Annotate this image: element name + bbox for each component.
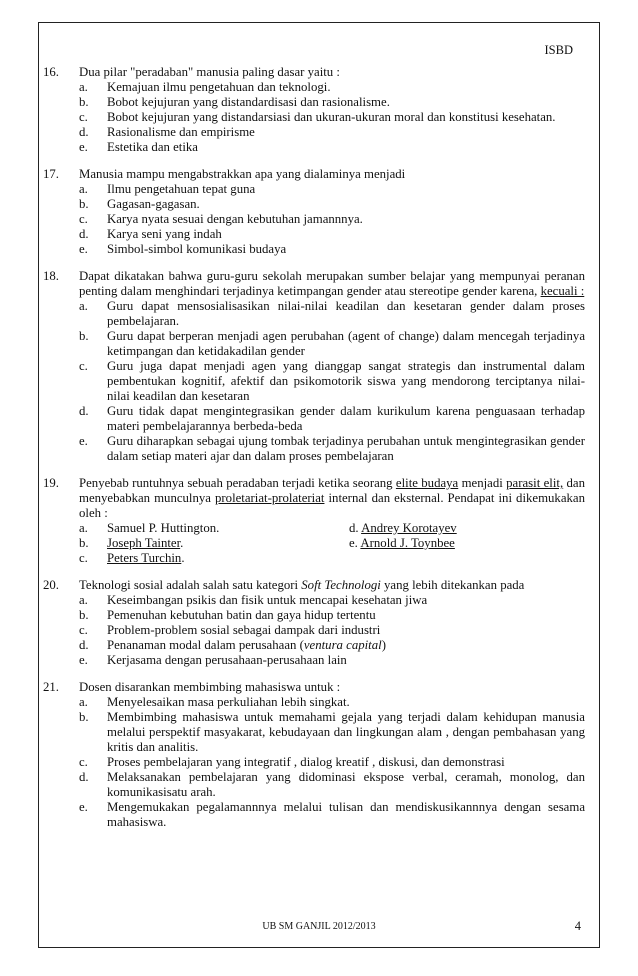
header-subject: ISBD [544, 43, 573, 57]
question-text-part: internal dan eksternal. Pendapat ini dikemukakan oleh : [79, 491, 585, 520]
option-d [79, 404, 585, 434]
question-21 [43, 680, 585, 830]
option-text: Bobot kejujuran yang distandardisasi dan rasionalisme. [107, 95, 390, 109]
options-list [79, 182, 585, 257]
option-suffix: . [181, 551, 185, 565]
option-letter: a. [79, 695, 88, 709]
option-c [79, 551, 585, 566]
option-letter: e. [79, 653, 88, 667]
option-text: Pemenuhan kebutuhan batin dan gaya hidup tertentu [107, 608, 376, 622]
question-text-part: dan menyebabkan munculnya [79, 476, 585, 505]
option-text: Guru tidak dapat mengintegrasikan gender dalam kurikulum karena penguasaan terhadap materi pembelajarannya berbeda-beda [107, 404, 585, 433]
option-suffix: . [180, 536, 184, 550]
question-number: 18. [43, 269, 59, 283]
option-text: Rasionalisme dan empirisme [107, 125, 255, 139]
question-number: 17. [43, 167, 59, 181]
option-b [79, 329, 585, 359]
option-text: Guru dapat berperan menjadi agen perubahan (agent of change) dalam mencegah terjadinya ketimpangan dan ketidakadilan gender [107, 329, 585, 358]
option-text-suffix: ) [381, 638, 386, 652]
option-italic: ventura capital [303, 638, 382, 652]
option-letter: c. [79, 212, 88, 226]
options-list [79, 695, 585, 830]
option-letter: b. [79, 197, 89, 211]
option-text: Karya seni yang indah [107, 227, 222, 241]
option-letter: b. [79, 608, 89, 622]
option-letter: c. [79, 110, 88, 124]
option-letter: c. [79, 623, 88, 637]
question-emphasis: kecuali : [540, 284, 585, 298]
option-text: Keseimbangan psikis dan fisik untuk mencapai kesehatan jiwa [107, 593, 428, 607]
option-b [79, 536, 349, 551]
link-parasit-elit[interactable]: parasit elit, [506, 476, 564, 490]
option-c [79, 623, 585, 638]
option-a [79, 299, 585, 329]
options-list [79, 80, 585, 155]
option-text: Kemajuan ilmu pengetahuan dan teknologi. [107, 80, 331, 94]
option-letter: c. [79, 755, 88, 769]
link-andrey-korotayev[interactable]: Andrey Korotayev [361, 521, 457, 535]
option-d [349, 521, 619, 536]
option-letter: e. [79, 434, 88, 448]
question-number: 19. [43, 476, 59, 490]
option-letter: a. [79, 80, 88, 94]
option-a [79, 521, 349, 536]
option-b [79, 95, 585, 110]
option-letter: b. [79, 710, 89, 724]
question-18 [43, 269, 585, 464]
question-text-part: Penyebab runtuhnya sebuah peradaban terjadi ketika seorang [79, 476, 396, 490]
option-text: Karya nyata sesuai dengan kebutuhan jamannnya. [107, 212, 363, 226]
option-c [79, 755, 585, 770]
option-text: Ilmu pengetahuan tepat guna [107, 182, 256, 196]
option-a [79, 695, 585, 710]
option-letter: a. [79, 182, 88, 196]
option-e [79, 434, 585, 464]
option-a [79, 593, 585, 608]
option-text: Guru dapat mensosialisasikan nilai-nilai keadilan dan kesetaran gender dalam proses pembelajaran. [107, 299, 585, 328]
option-text: Melaksanakan pembelajaran yang didominasi ekspose verbal, ceramah, monolog, dan komunikasisatu arah. [107, 770, 585, 799]
questions-content [43, 65, 585, 842]
option-letter: b. [79, 329, 89, 343]
option-letter: c. [79, 359, 88, 373]
option-text: Proses pembelajaran yang integratif , dialog kreatif , diskusi, dan demonstrasi [107, 755, 505, 769]
question-text [79, 578, 585, 593]
option-text: Samuel P. Huttington. [107, 521, 220, 535]
question-number: 20. [43, 578, 59, 592]
option-letter: d. [79, 770, 89, 784]
option-text: Penanaman modal dalam perusahaan ( [107, 638, 304, 652]
option-letter: d. [79, 638, 89, 652]
question-number: 16. [43, 65, 59, 79]
link-arnold-toynbee[interactable]: Arnold J. Toynbee [360, 536, 455, 550]
option-c [79, 359, 585, 404]
link-proletariat[interactable]: proletariat-prolateriat [215, 491, 325, 505]
option-e [79, 242, 585, 257]
page-number: 4 [574, 919, 581, 933]
option-c [79, 212, 585, 227]
question-16 [43, 65, 585, 155]
question-17 [43, 167, 585, 257]
question-italic: Soft Technologi [301, 578, 381, 592]
page-frame [38, 22, 600, 948]
option-text: Problem-problem sosial sebagai dampak dari industri [107, 623, 381, 637]
option-letter: e. [79, 800, 88, 814]
question-19 [43, 476, 585, 566]
options-list [79, 521, 585, 566]
option-b [79, 710, 585, 755]
option-b [79, 608, 585, 623]
question-text: Manusia mampu mengabstrakkan apa yang dialaminya menjadi [79, 167, 406, 181]
option-text: Mengemukakan pegalamannnya melalui tulisan dan mendiskusikannnya dengan sesama mahasiswa. [107, 800, 585, 829]
option-e [79, 800, 585, 830]
option-text: Menyelesaikan masa perkuliahan lebih singkat. [107, 695, 350, 709]
option-d [79, 227, 585, 242]
option-text: Gagasan-gagasan. [107, 197, 200, 211]
option-e [349, 536, 619, 551]
option-letter: d. [79, 404, 89, 418]
option-letter: b. [79, 536, 89, 550]
option-letter: a. [79, 521, 88, 535]
link-peters-turchin[interactable]: Peters Turchin [107, 551, 182, 565]
option-d [79, 125, 585, 140]
option-letter: e. [79, 242, 88, 256]
question-text-part: yang lebih ditekankan pada [380, 578, 525, 592]
options-row [79, 536, 585, 551]
question-text: Dua pilar "peradaban" manusia paling dasar yaitu : [79, 65, 340, 79]
option-text: Bobot kejujuran yang distandarsiasi dan ukuran-ukuran moral dan konstitusi kesehatan. [107, 110, 556, 124]
option-a [79, 182, 585, 197]
option-text: Simbol-simbol komunikasi budaya [107, 242, 287, 256]
option-letter: b. [79, 95, 89, 109]
option-a [79, 80, 585, 95]
option-letter: a. [79, 593, 88, 607]
link-elite-budaya[interactable]: elite budaya [395, 476, 459, 490]
option-c [79, 110, 585, 125]
option-letter: c. [79, 551, 88, 565]
question-text-part: Teknologi sosial adalah salah satu kategori [79, 578, 302, 592]
question-text-main: Dapat dikatakan bahwa guru-guru sekolah merupakan sumber belajar yang mempunyai peranan penting dalam menghindari terjadinya ketimpangan gender atau stereotipe gender karena, [79, 269, 585, 298]
footer-center: UB SM GANJIL 2012/2013 [262, 921, 376, 932]
options-list [79, 299, 585, 464]
option-d [79, 770, 585, 800]
question-text-part: menjadi [458, 476, 507, 490]
option-text: Membimbing mahasiswa untuk memahami gejala yang terjadi dalam kehidupan manusia melalui perspektif masyakarat, kebudayaan dan lingkungan alam , dengan pembahasan yang kritis dan analitis. [107, 710, 585, 754]
option-letter: e. [79, 140, 88, 154]
option-letter: d. [79, 125, 89, 139]
option-text: Guru diharapkan sebagai ujung tombak terjadinya perubahan untuk mengintegrasikan gender dalam setiap materi ajar dan dalam proses pembelajaran [107, 434, 585, 463]
question-20 [43, 578, 585, 668]
option-letter: d. [349, 521, 359, 535]
option-text: Kerjasama dengan perusahaan-perusahaan lain [107, 653, 347, 667]
option-e [79, 140, 585, 155]
option-letter: d. [79, 227, 89, 241]
question-text: Dosen disarankan membimbing mahasiswa untuk : [79, 680, 341, 694]
option-b [79, 197, 585, 212]
option-letter: e. [349, 536, 358, 550]
question-text [79, 476, 585, 521]
question-number: 21. [43, 680, 59, 694]
option-text: Guru juga dapat menjadi agen yang dianggap sangat strategis dan instrumental dalam pembentukan kognitif, afektif dan psikomotorik siswa yang mendorong terciptanya nilai-nilai keadilan dan kesetaran [107, 359, 585, 403]
options-list [79, 593, 585, 668]
option-letter: a. [79, 299, 88, 313]
link-joseph-tainter[interactable]: Joseph Tainter [107, 536, 181, 550]
options-row [79, 521, 585, 536]
option-e [79, 653, 585, 668]
question-text [79, 269, 585, 299]
option-text: Estetika dan etika [107, 140, 198, 154]
option-d [79, 638, 585, 653]
